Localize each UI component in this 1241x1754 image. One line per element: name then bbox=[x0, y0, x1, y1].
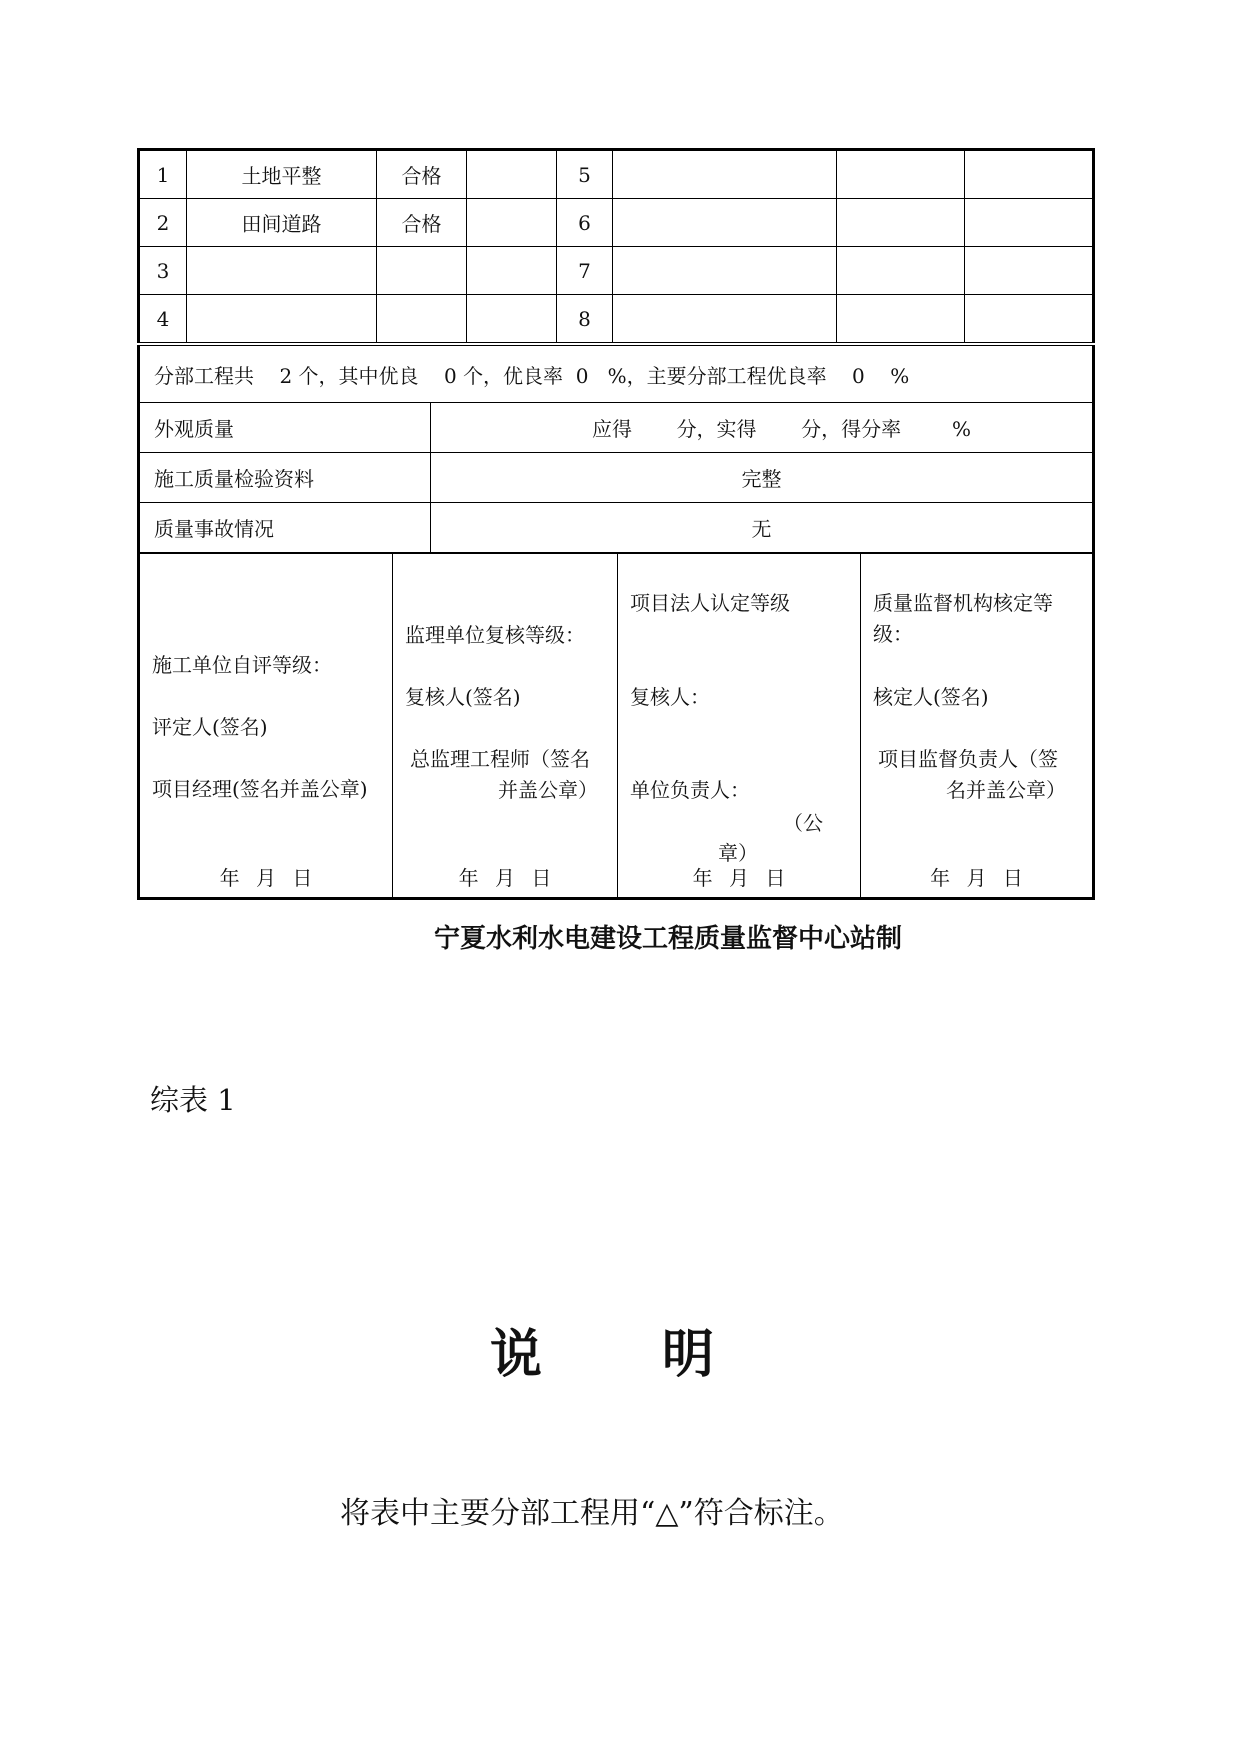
agency-head-line1: 项目监督负责人（签 bbox=[878, 747, 1058, 771]
inspection-data-value: 完整 bbox=[431, 453, 1094, 503]
owner-reviewer: 复核人： bbox=[630, 685, 710, 709]
owner-head: 单位负责人： bbox=[630, 778, 750, 802]
owner-seal-line2: 章） bbox=[718, 841, 758, 865]
supervisor-chief-line2: 并盖公章） bbox=[498, 778, 598, 802]
supervisor-date: 年 月 日 bbox=[458, 866, 552, 890]
form-code: 综表 1 bbox=[150, 1083, 236, 1117]
appearance-score bbox=[431, 403, 1094, 453]
item-number: 2 bbox=[139, 199, 187, 247]
page-title bbox=[490, 1312, 714, 1387]
agency-date: 年 月 日 bbox=[930, 866, 1023, 890]
appearance-text-4: % bbox=[951, 417, 971, 441]
summary-text-3: 个，优良率 bbox=[463, 363, 564, 388]
summary-rate: 0 bbox=[575, 363, 589, 388]
table-row bbox=[139, 295, 1094, 343]
instruction-text: 将表中主要分部工程用“△”符合标注。 bbox=[340, 1496, 844, 1531]
summary-text-4: %，主要分部工程优良率 bbox=[607, 363, 827, 388]
item-remark bbox=[965, 247, 1094, 295]
item-remark bbox=[467, 295, 557, 343]
appearance-text-2: 分，实得 bbox=[676, 417, 757, 441]
item-number: 7 bbox=[557, 247, 613, 295]
item-grade: 合格 bbox=[377, 150, 467, 199]
table-row bbox=[139, 199, 1094, 247]
appearance-label: 外观质量 bbox=[139, 403, 431, 453]
contractor-assessor: 评定人(签名) bbox=[152, 715, 268, 739]
sub-project-table bbox=[137, 148, 1095, 343]
table-row bbox=[139, 150, 1094, 199]
table-row bbox=[139, 247, 1094, 295]
summary-text-5: % bbox=[890, 363, 910, 388]
signature-table bbox=[137, 553, 1095, 900]
item-name bbox=[613, 295, 837, 343]
contractor-date: 年 月 日 bbox=[219, 866, 313, 890]
item-name bbox=[187, 247, 377, 295]
summary-text-2: 个，其中优良 bbox=[298, 363, 419, 388]
item-remark bbox=[467, 247, 557, 295]
item-remark bbox=[965, 295, 1094, 343]
owner-grade-label: 项目法人认定等级 bbox=[630, 591, 790, 615]
quality-summary-table bbox=[137, 345, 1095, 553]
quality-agency-block bbox=[861, 554, 1094, 899]
item-grade bbox=[837, 150, 965, 199]
item-grade: 合格 bbox=[377, 199, 467, 247]
item-number: 1 bbox=[139, 150, 187, 199]
supervisor-grade-label: 监理单位复核等级： bbox=[405, 623, 585, 647]
appearance-text-3: 分，得分率 bbox=[801, 417, 902, 441]
item-number: 5 bbox=[557, 150, 613, 199]
accidents-value: 无 bbox=[431, 503, 1094, 553]
owner-seal-line1: （公 bbox=[783, 811, 823, 835]
summary-total: 2 bbox=[279, 363, 293, 388]
item-remark bbox=[467, 199, 557, 247]
item-grade bbox=[837, 295, 965, 343]
supervisor-reviewer: 复核人(签名) bbox=[405, 685, 521, 709]
supervisor-chief-line1: 总监理工程师（签名 bbox=[410, 747, 590, 771]
supervisor-block bbox=[393, 554, 618, 899]
summary-main-rate: 0 bbox=[852, 363, 865, 388]
item-number: 8 bbox=[557, 295, 613, 343]
agency-head-line2: 名并盖公章） bbox=[946, 778, 1066, 802]
item-name bbox=[613, 199, 837, 247]
item-number: 3 bbox=[139, 247, 187, 295]
sub-project-summary-row bbox=[139, 346, 1094, 403]
item-grade bbox=[377, 295, 467, 343]
title-right: 明 bbox=[662, 1325, 715, 1385]
owner-date: 年 月 日 bbox=[692, 866, 786, 890]
item-number: 4 bbox=[139, 295, 187, 343]
item-grade bbox=[837, 247, 965, 295]
item-name bbox=[613, 247, 837, 295]
owner-block bbox=[618, 554, 861, 899]
summary-text-1: 分部工程共 bbox=[154, 363, 254, 388]
agency-grade-line2: 级： bbox=[873, 622, 913, 646]
item-number: 6 bbox=[557, 199, 613, 247]
accidents-label: 质量事故情况 bbox=[139, 503, 431, 553]
item-remark bbox=[965, 199, 1094, 247]
contractor-block bbox=[139, 554, 393, 899]
contractor-manager: 项目经理(签名并盖公章) bbox=[152, 777, 368, 801]
summary-excellent: 0 bbox=[443, 363, 457, 388]
item-name bbox=[613, 150, 837, 199]
contractor-grade-label: 施工单位自评等级： bbox=[152, 653, 332, 677]
inspection-data-label: 施工质量检验资料 bbox=[139, 453, 431, 503]
item-grade bbox=[837, 199, 965, 247]
item-remark bbox=[965, 150, 1094, 199]
item-name: 田间道路 bbox=[187, 199, 377, 247]
item-remark bbox=[467, 150, 557, 199]
appearance-text-1: 应得 bbox=[592, 417, 633, 441]
agency-grade-line1: 质量监督机构核定等 bbox=[873, 591, 1053, 615]
item-grade bbox=[377, 247, 467, 295]
item-name bbox=[187, 295, 377, 343]
issuing-organization: 宁夏水利水电建设工程质量监督中心站制 bbox=[434, 924, 903, 954]
title-left: 说 bbox=[490, 1325, 543, 1385]
item-name: 土地平整 bbox=[187, 150, 377, 199]
agency-approver: 核定人(签名) bbox=[873, 685, 989, 709]
